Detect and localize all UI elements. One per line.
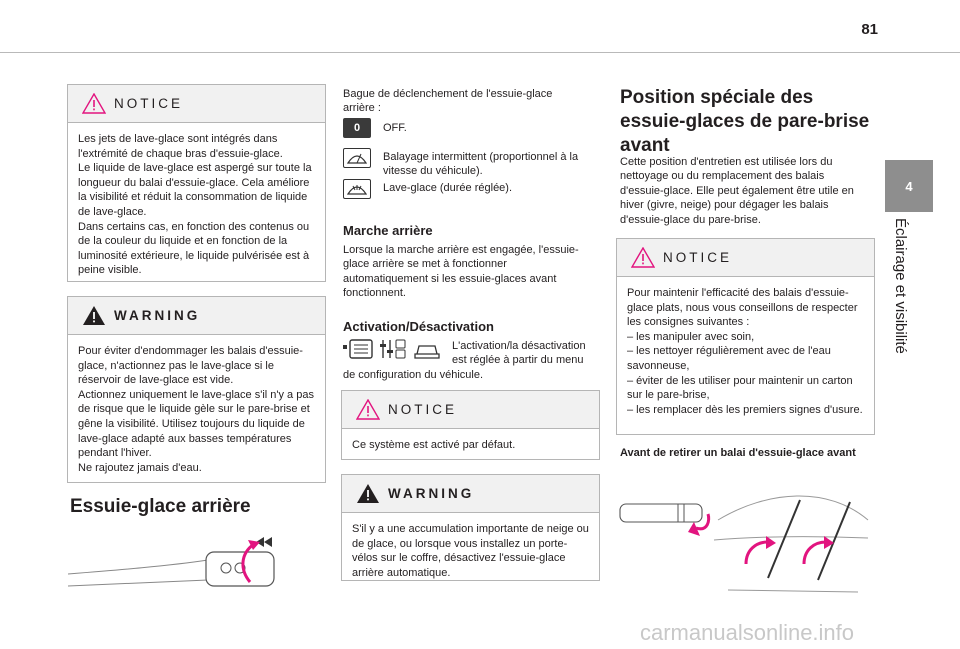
notice-title: NOTICE	[114, 96, 184, 111]
warning-paragraph: Actionnez uniquement le lave-glace s'il n'y a pas de risque que le liquide gèle sur le pare-brise et gêne la visibilité. Utilisez toujours du liquide de lave-glace adapté aux basses températures pendant l'hiver.	[78, 388, 314, 460]
warning-triangle-icon	[356, 483, 380, 504]
notice-triangle-icon	[82, 93, 106, 114]
chapter-title: Éclairage et visibilité	[892, 218, 909, 354]
notice-box-blade-care	[616, 238, 875, 435]
header-rule	[0, 52, 960, 53]
rear-wiper-ring-intro: Bague de déclenchement de l'essuie-glace arrière :	[343, 88, 553, 115]
activation-heading: Activation/Désactivation	[343, 319, 494, 334]
watermark: carmanualsonline.info	[640, 620, 855, 645]
activation-text-b: de configuration du véhicule.	[343, 369, 484, 381]
notice-header	[617, 239, 874, 277]
rear-wiper-intermittent-icon	[343, 148, 371, 168]
page-number: 81	[861, 21, 878, 38]
remove-blade-subheading: Avant de retirer un balai d'essuie-glace avant	[620, 447, 856, 459]
notice-list-item: – éviter de les utiliser pour maintenir un carton sur le pare-brise,	[627, 374, 853, 402]
notice-title: NOTICE	[388, 402, 458, 417]
notice-triangle-icon	[631, 247, 655, 268]
notice-paragraph: Le liquide de lave-glace est aspergé sur toute la longueur du balai d'essuie-glace. Cela améliore la visibilité et réduit la consommation de liquide de lave-glace.	[78, 162, 312, 218]
chapter-number: 4	[905, 178, 913, 194]
rear-washer-icon	[343, 179, 371, 199]
section-heading-rear-wiper: Essuie-glace arrière	[70, 496, 251, 517]
notice-paragraph: Pour maintenir l'efficacité des balais d'essuie-glace plats, nous vous conseillons de respecter les consignes suivantes :	[627, 287, 858, 329]
warning-header	[68, 297, 325, 335]
warning-triangle-icon	[82, 305, 106, 326]
warning-header	[342, 475, 599, 513]
chapter-tab[interactable]	[885, 160, 933, 212]
notice-box-default	[341, 390, 600, 460]
warning-box-washer	[67, 296, 326, 483]
chapter-title-tab	[878, 218, 938, 418]
front-wiper-service-illustration	[618, 480, 874, 602]
off-position-icon: 0	[343, 118, 371, 138]
option-intermittent-text: Balayage intermittent (proportionnel à la vitesse du véhicule).	[383, 151, 579, 178]
special-position-intro: Cette position d'entretien est utilisée lors du nettoyage ou du remplacement des balais d'essuie-glace. Elle peut également être utile en hiver (givre, neige) pour dégager les balais d'essuie-glace du pare-brise.	[620, 156, 854, 226]
activation-icons	[343, 338, 443, 360]
warning-title: WARNING	[114, 308, 201, 323]
notice-title: NOTICE	[663, 250, 733, 265]
wiper-stalk-icon	[68, 530, 326, 600]
warning-paragraph: Ne rajoutez jamais d'eau.	[78, 461, 202, 474]
notice-list-item: – les nettoyer régulièrement avec de l'eau savonneuse,	[627, 345, 831, 372]
notice-header	[342, 391, 599, 429]
notice-list-item: – les remplacer dès les premiers signes d'usure.	[627, 403, 863, 416]
notice-box-washer	[67, 84, 326, 282]
config-menu-icon	[343, 338, 443, 360]
warning-paragraph: Pour éviter d'endommager les balais d'essuie-glace, n'actionnez pas le lave-glace si le réservoir de lave-glace est vide.	[78, 345, 303, 387]
warning-title: WARNING	[388, 486, 475, 501]
warning-paragraph: S'il y a une accumulation importante de neige ou de glace, ou lorsque vous installez un porte-vélos sur le coffre, désactivez l'essuie-glace arrière automatique.	[352, 523, 589, 579]
activation-text-a: L'activation/la désactivation est réglée à partir du menu	[452, 340, 586, 367]
reverse-text: Lorsque la marche arrière est engagée, l'essuie-glace arrière se met à fonctionner automatiquement si les essuie-glaces avant fonctionnent.	[343, 244, 579, 300]
notice-paragraph: Les jets de lave-glace sont intégrés dans l'extrémité de chaque bras d'essuie-glace.	[78, 133, 283, 160]
notice-header	[68, 85, 325, 123]
notice-list-item: – les manipuler avec soin,	[627, 330, 755, 343]
option-off-text: OFF.	[383, 122, 407, 134]
notice-triangle-icon	[356, 399, 380, 420]
notice-paragraph: Dans certains cas, en fonction des contenus ou de la couleur du liquide et en fonction de la luminosité extérieure, le liquide pulvérisée est à peine visible.	[78, 220, 310, 277]
rear-wiper-stalk-illustration	[68, 530, 326, 600]
section-heading-special-position: Position spéciale des essuie-glaces de pare-brise avant	[620, 87, 870, 156]
windshield-wiper-icon	[618, 480, 874, 602]
reverse-heading: Marche arrière	[343, 223, 433, 238]
warning-box-rear-wiper	[341, 474, 600, 581]
option-washer-text: Lave-glace (durée réglée).	[383, 182, 513, 194]
notice-paragraph: Ce système est activé par défaut.	[352, 439, 516, 451]
